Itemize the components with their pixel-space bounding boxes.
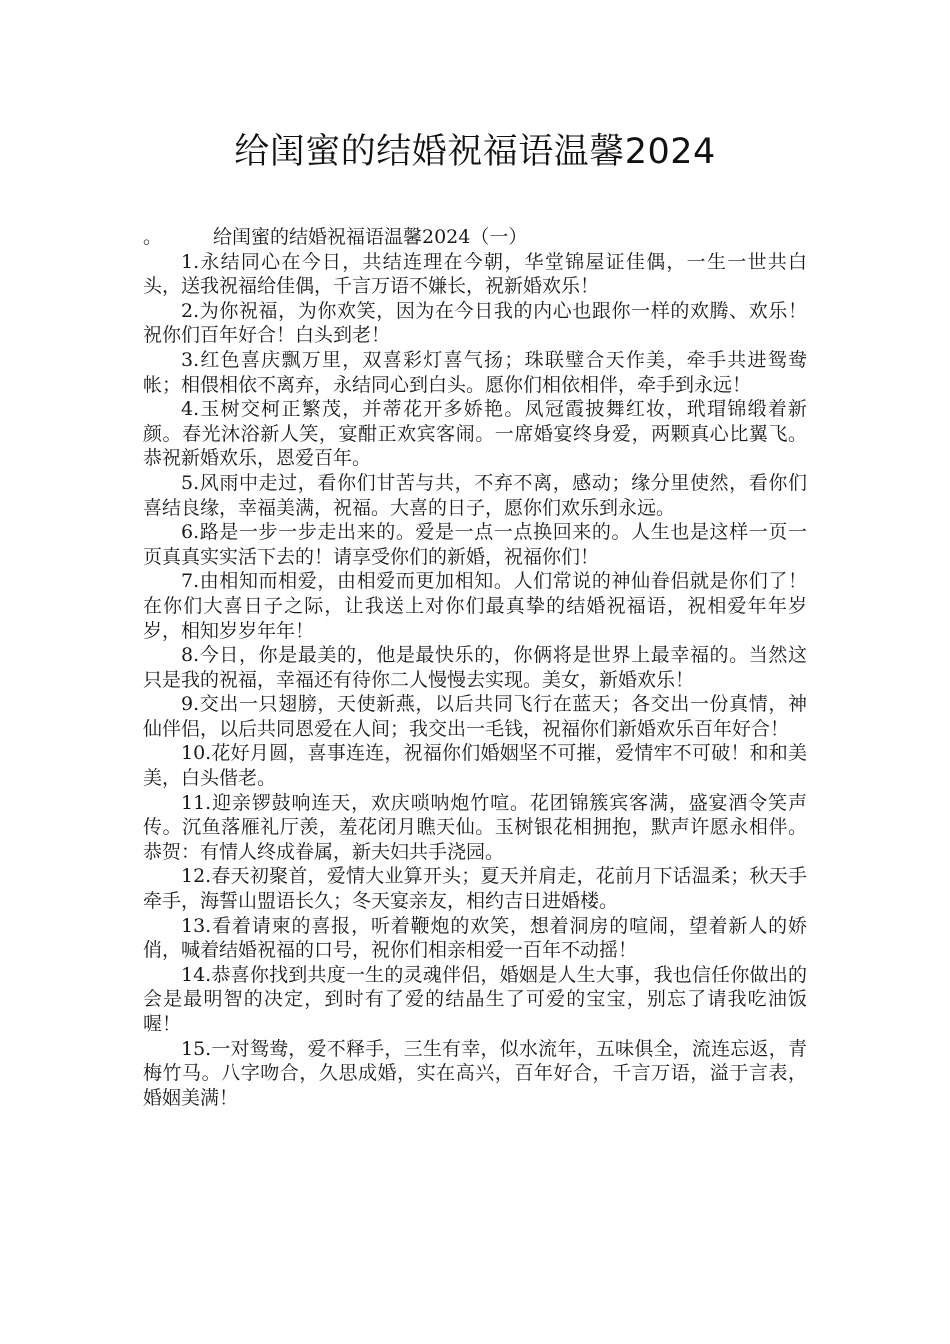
blessing-item: 9.交出一只翅膀，天使新燕，以后共同飞行在蓝天；各交出一份真情，神仙伴侣，以后共同恩爱在人间；我交出一毛钱，祝福你们新婚欢乐百年好合！ [143,693,807,740]
intro-mark: 。 [143,226,163,248]
blessing-item: 6.路是一步一步走出来的。爱是一点一点换回来的。人生也是这样一页一页真真实实活下去的！请享受你们的新婚，祝福你们！ [143,521,807,568]
document-body [143,225,807,1110]
blessing-item: 3.红色喜庆飘万里，双喜彩灯喜气扬；珠联璧合天作美，牵手共进鸳鸯帐；相偎相依不离弃，永结同心到白头。愿你们相依相伴，牵手到永远！ [143,348,807,396]
blessing-item: 4.玉树交柯正繁茂，并蒂花开多娇艳。凤冠霞披舞红妆，玳瑁锦缎着新颜。春光沐浴新人笑，宴酣正欢宾客闹。一席婚宴终身爱，两颗真心比翼飞。恭祝新婚欢乐，恩爱百年。 [143,398,807,470]
blessing-item: 5.风雨中走过，看你们甘苦与共，不弃不离，感动；缘分里使然，看你们喜结良缘，幸福美满，祝福。大喜的日子，愿你们欢乐到永远。 [143,471,807,519]
blessing-item: 12.春天初聚首，爱情大业算开头；夏天并肩走，花前月下话温柔；秋天手牵手，海誓山盟语长久；冬天宴亲友，相约吉日进婚楼。 [143,865,807,913]
blessing-item: 13.看着请柬的喜报，听着鞭炮的欢笑，想着洞房的喧闹，望着新人的娇俏，喊着结婚祝福的口号，祝你们相亲相爱一百年不动摇！ [143,914,807,962]
intro-line [143,225,807,250]
blessing-item: 10.花好月圆，喜事连连，祝福你们婚姻坚不可摧，爱情牢不可破！和和美美，白头偕老。 [143,742,807,790]
blessing-item: 8.今日，你是最美的，他是最快乐的，你俩将是世界上最幸福的。当然这只是我的祝福，幸福还有待你二人慢慢去实现。美女，新婚欢乐！ [143,644,807,691]
blessing-item: 11.迎亲锣鼓响连天，欢庆唢呐炮竹喧。花团锦簇宾客满，盛宴酒令笑声传。沉鱼落雁礼厅羡，羞花闭月瞧天仙。玉树银花相拥抱，默声许愿永相伴。恭贺：有情人终成眷属，新夫妇共手浇园。 [143,791,807,863]
document-title: 给闺蜜的结婚祝福语温馨2024 [234,132,716,172]
blessing-item: 14.恭喜你找到共度一生的灵魂伴侣，婚姻是人生大事，我也信任你做出的会是最明智的决定，到时有了爱的结晶生了可爱的宝宝，别忘了请我吃油饭喔！ [143,963,807,1035]
blessing-item: 2.为你祝福，为你欢笑，因为在今日我的内心也跟你一样的欢腾、欢乐！祝你们百年好合！白头到老！ [143,299,807,347]
intro-heading: 给闺蜜的结婚祝福语温馨2024（一） [213,226,528,248]
blessing-item: 15.一对鸳鸯，爱不释手，三生有幸，似水流年，五味俱全，流连忘返，青梅竹马。八字吻合，久思成婚，实在高兴，百年好合，千言万语，溢于言表，婚姻美满！ [143,1037,807,1109]
blessing-item: 1.永结同心在今日，共结连理在今朝，华堂锦屋证佳偶，一生一世共白头，送我祝福给佳偶，千言万语不嫌长，祝新婚欢乐！ [143,250,807,298]
blessing-item: 7.由相知而相爱，由相爱而更加相知。人们常说的神仙眷侣就是你们了！在你们大喜日子之际，让我送上对你们最真挚的结婚祝福语，祝相爱年年岁岁，相知岁岁年年！ [143,570,807,642]
